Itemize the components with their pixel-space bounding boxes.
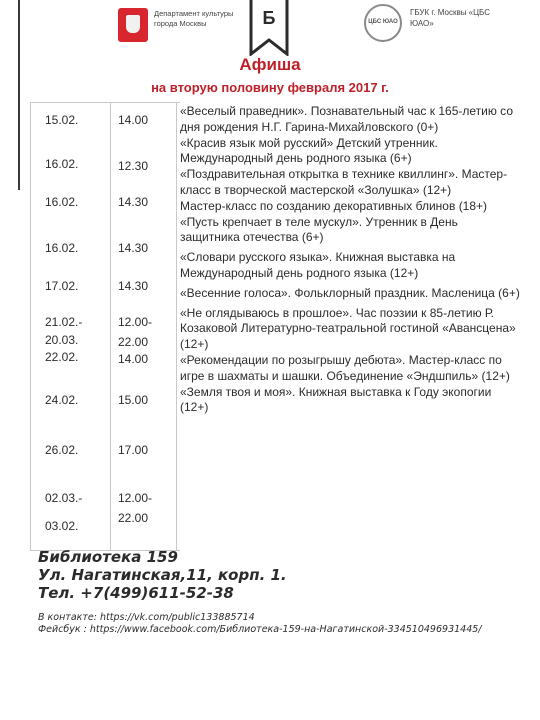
event-description: Мастер-класс по созданию декоративных блинов (18+) [180,198,488,213]
department-logo [118,8,234,44]
event-description: «Весенние голоса». Фольклорный праздник. Масленица (6+) [180,285,520,300]
table-row-time: 14.30 [118,241,149,255]
library-title: Библиотека 159 [38,548,178,566]
library-logo [364,4,514,48]
page-title: Афиша [239,55,301,74]
table-row-date: 26.02. [45,443,79,457]
table-row-date: 16.02. [45,241,79,255]
event-description: «Рекомендации по розыгрышу дебюта». Мастер-класс по игре в шахматы и шашки. Объединение «Эндшпиль» (12+) [180,352,510,383]
bookmark-badge [247,0,291,56]
table-row-time: 14.30 [118,195,149,209]
table-row-time: 14.30 [118,279,149,293]
facebook-link[interactable]: Фейсбук : https://www.facebook.com/Библиотека-159-на-Нагатинской-334510496931445/ [38,623,482,635]
table-row-date: 15.02. [45,113,79,127]
table-row-date: 16.02. [45,157,79,171]
library-emblem-icon [364,4,402,42]
table-row-date: 16.02. [45,195,79,209]
event-description: «Поздравительная открытка в технике квиллинг». Мастер-класс в творческой мастерской «Золушка» (12+) [180,167,508,197]
table-row-time: 12.30 [118,159,149,173]
schedule-table [30,102,528,552]
moscow-emblem-icon [118,8,148,42]
table-row-date: 02.03.- [45,491,83,505]
table-border-top [30,102,180,103]
event-description: «Не оглядываюсь в прошлое». Час поэзии к 85-летию Р. Козаковой Литературно-театральной гостиной «Авансцена» (12+) [180,305,516,352]
table-row-time: 22.00 [118,335,149,349]
vk-link[interactable]: В контакте: https://vk.com/public133885714 [38,612,255,623]
table-divider-time [176,102,177,550]
event-description: «Красив язык мой русский» Детский утренник. Международный день родного языка (6+) [180,135,438,166]
library-address: Ул. Нагатинская,11, корп. 1. [38,566,287,584]
event-description: «Земля твоя и моя». Книжная выставка к Году экопогии (12+) [180,384,492,415]
table-row-time: 14.00 [118,113,149,127]
table-row-date: 03.02. [45,519,79,533]
table-row-date: 20.03. [45,333,79,347]
table-row-time: 15.00 [118,393,149,407]
library-emblem-text: ЦБС ЮАО [368,19,398,25]
table-row-time: 17.00 [118,443,149,457]
table-row-date: 21.02.- [45,315,83,329]
event-description: «Веселый праведник». Познавательный час к 165-летию со дня рождения Н.Г. Гарина-Михайловского (0+) [180,104,513,134]
table-border-left [30,102,31,550]
table-row-time: 12.00- [118,491,153,505]
library-phone: Тел. +7(499)611-52-38 [38,584,234,602]
table-row-date: 22.02. [45,350,79,364]
table-row-time: 12.00- [118,315,153,329]
table-row-time: 22.00 [118,511,149,525]
table-row-date: 17.02. [45,279,79,293]
table-row-date: 24.02. [45,393,79,407]
table-row-time: 14.00 [118,352,149,366]
page-subtitle: на вторую половину февраля 2017 г. [151,80,389,95]
event-description: «Словари русского языка». Книжная выставка на Международный день родного языка (12+) [180,250,456,280]
decorative-vertical-line [18,0,20,190]
bookmark-letter: Б [262,8,276,28]
library-name: ГБУК г. Москвы «ЦБС ЮАО» [410,8,490,28]
events-list [180,104,520,416]
event-description: «Пусть крепчает в теле мускул». Утренник в День защитника отечества (6+) [180,214,458,245]
department-name: Департамент культуры города Москвы [154,9,234,28]
contact-footer [38,548,518,635]
